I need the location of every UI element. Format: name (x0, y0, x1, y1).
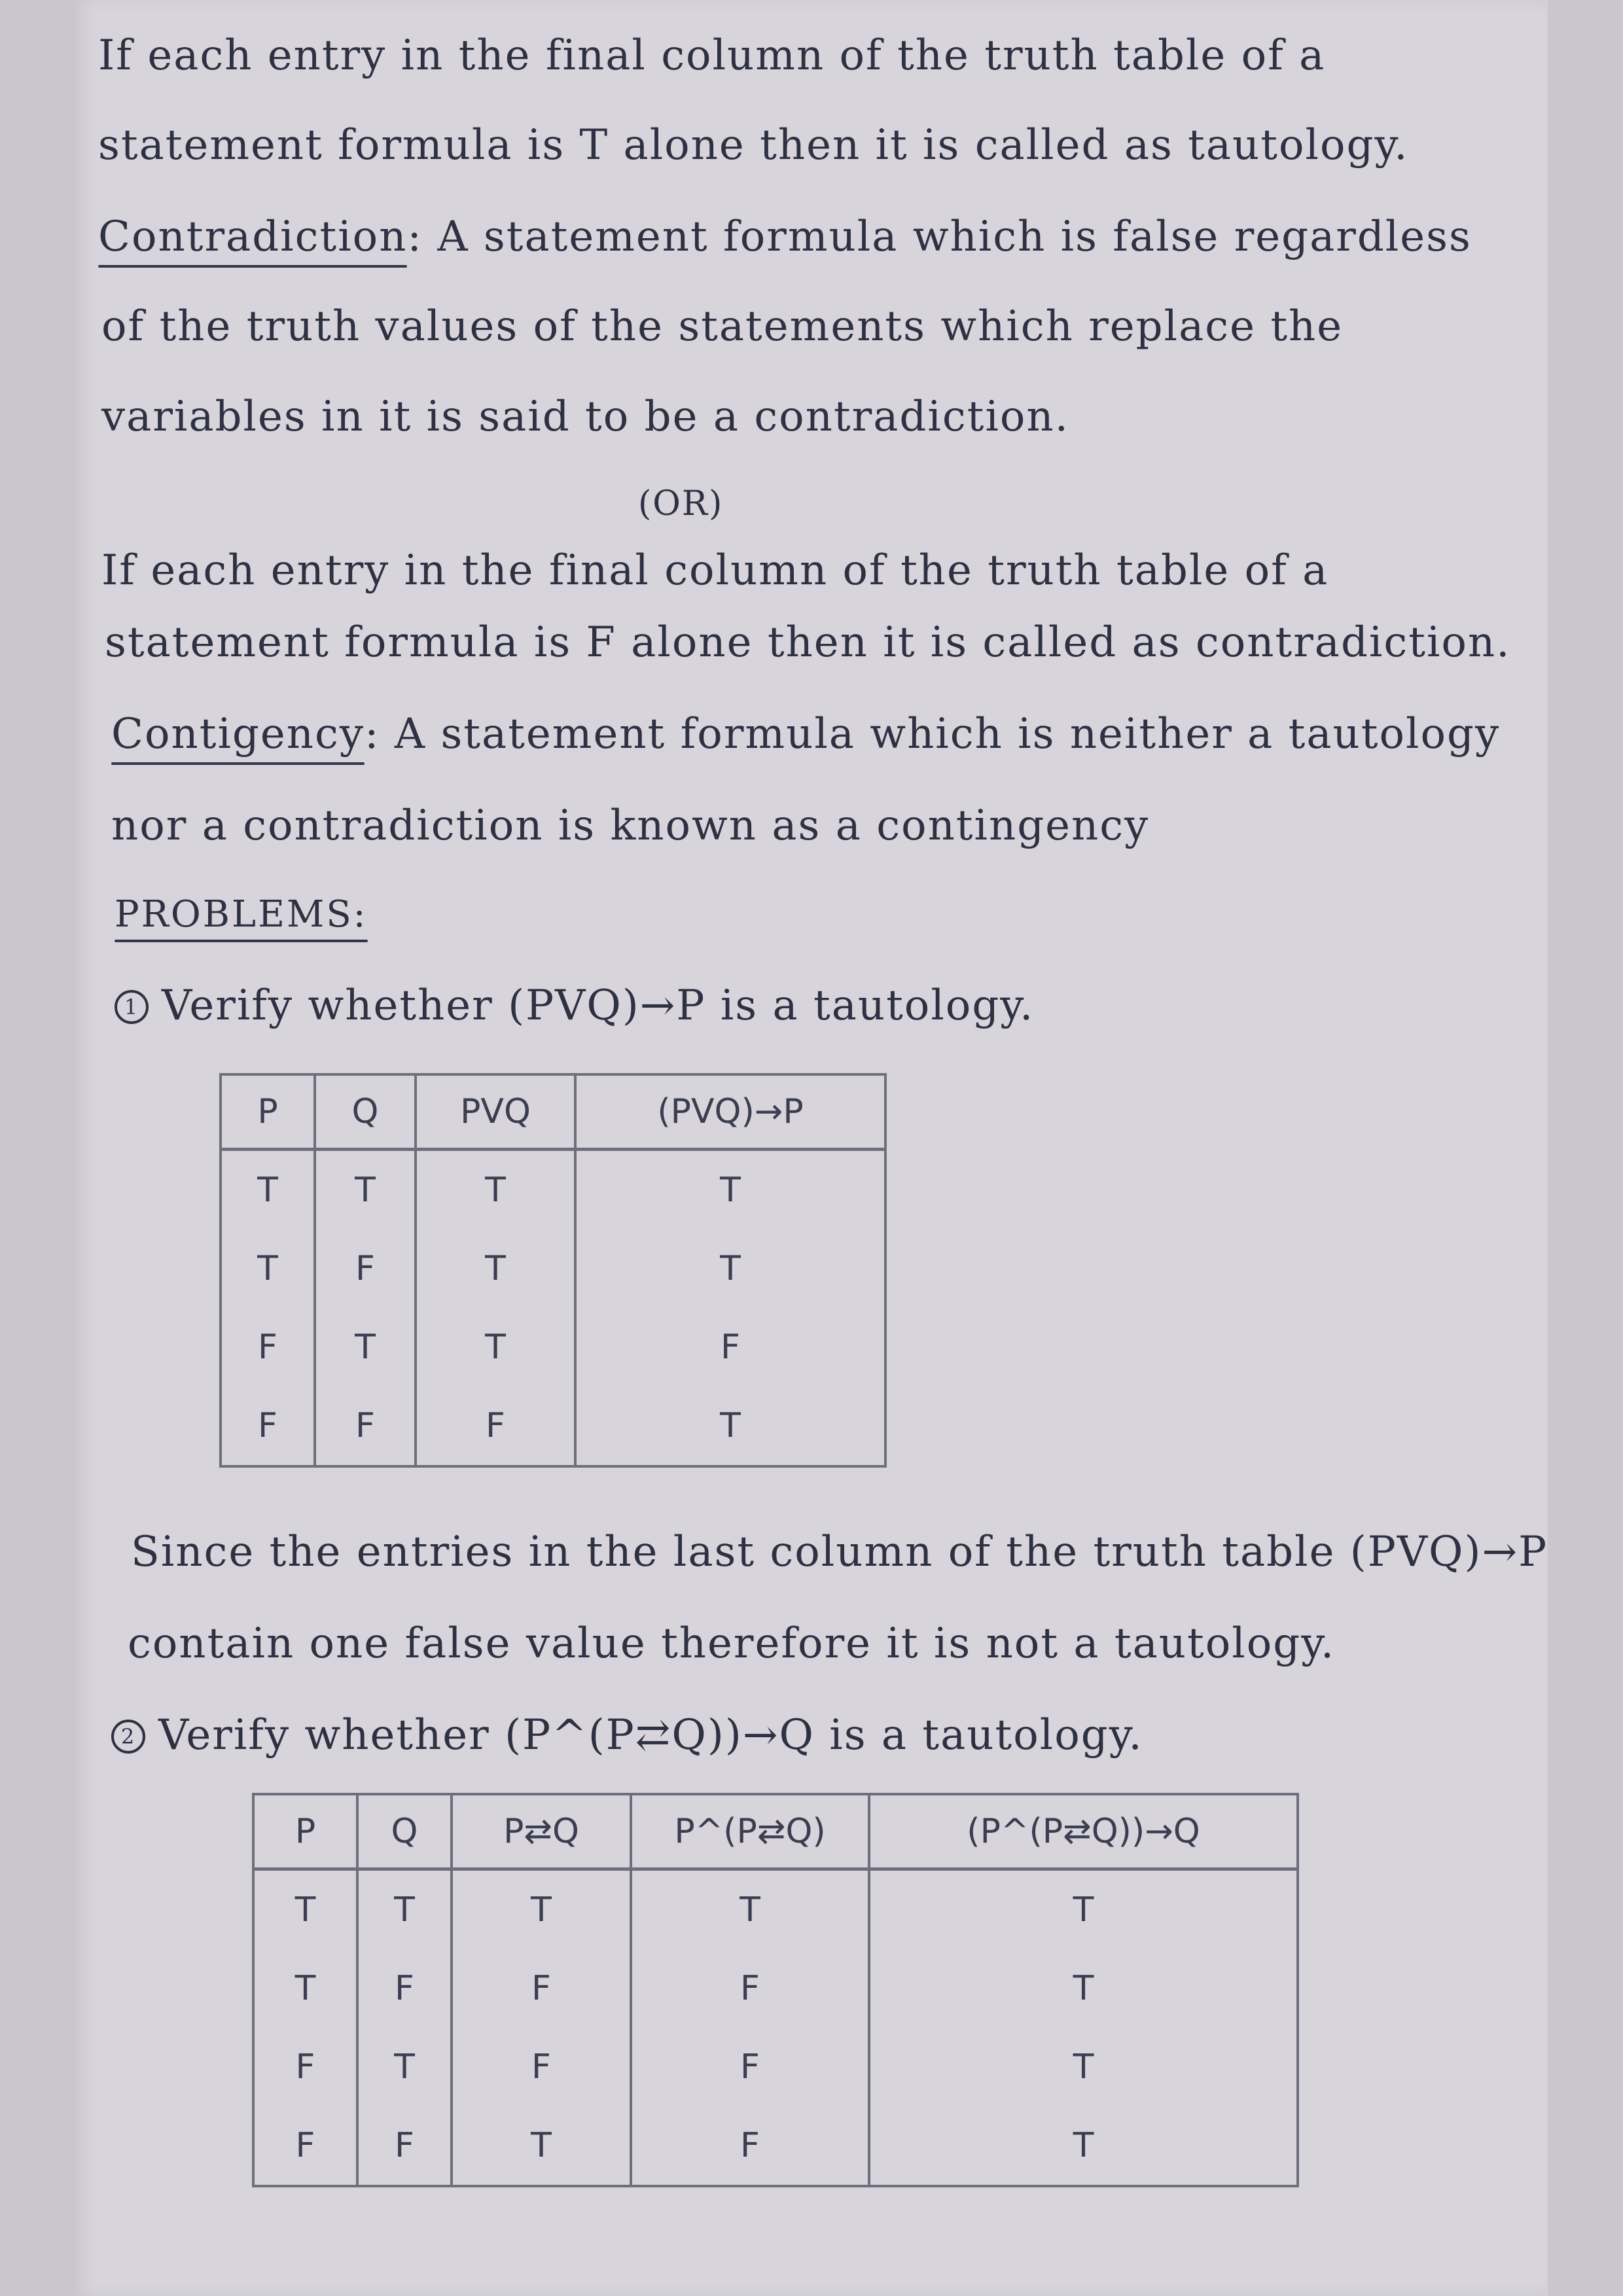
table-cell: T (357, 2028, 452, 2106)
table-row (253, 1869, 1298, 1950)
table-cell: T (575, 1229, 885, 1308)
problem-1-statement (115, 981, 1034, 1030)
contradiction-definition-line-2: of the truth values of the statements which replace the (101, 302, 1344, 351)
table-header-cell: (PVQ)→P (575, 1074, 885, 1150)
problem-1-text: Verify whether (PVQ)→P is a tautology. (162, 981, 1035, 1030)
table-cell: T (357, 1869, 452, 1950)
table-cell: T (221, 1150, 315, 1230)
contradiction-definition-line-1 (98, 213, 1472, 261)
truth-table-1 (219, 1073, 887, 1468)
table-cell: T (416, 1150, 575, 1230)
table-cell: T (575, 1150, 885, 1230)
table-header-cell: P^(P⇄Q) (631, 1794, 869, 1869)
table-cell: F (631, 2028, 869, 2106)
table-row (253, 2106, 1298, 2186)
table-cell: F (575, 1308, 885, 1386)
contingency-definition-line-2: nor a contradiction is known as a contingency (111, 802, 1150, 850)
table-cell: T (221, 1229, 315, 1308)
table-cell: F (253, 2028, 357, 2106)
table-cell: T (869, 2106, 1298, 2186)
table-row (253, 1949, 1298, 2028)
table-cell: F (452, 2028, 631, 2106)
truth-table-2 (252, 1793, 1299, 2187)
table-cell: F (452, 1949, 631, 2028)
tautology-definition-line-2: statement formula is T alone then it is called as tautology. (98, 121, 1409, 169)
table-cell: F (416, 1386, 575, 1466)
table-header-cell: P⇄Q (452, 1794, 631, 1869)
table-cell: F (253, 2106, 357, 2186)
contradiction-alt-line-2: statement formula is F alone then it is called as contradiction. (105, 618, 1511, 667)
contradiction-definition-line-3: variables in it is said to be a contradiction. (101, 393, 1069, 441)
tautology-definition-line-1: If each entry in the final column of the truth table of a (98, 31, 1326, 80)
table-header-cell: PVQ (416, 1074, 575, 1150)
table-cell: T (575, 1386, 885, 1466)
problem-2-text: Verify whether (P^(P⇄Q))→Q is a tautology. (158, 1711, 1143, 1759)
table-row (221, 1229, 885, 1308)
table-row (221, 1150, 885, 1230)
contingency-definition-text: : A statement formula which is neither a tautology (364, 710, 1501, 758)
table-cell: F (221, 1308, 315, 1386)
contradiction-alt-line-1: If each entry in the final column of the truth table of a (101, 546, 1329, 595)
table-cell: T (631, 1869, 869, 1950)
table-cell: T (869, 1949, 1298, 2028)
table-cell: F (357, 2106, 452, 2186)
contradiction-term: Contradiction (98, 213, 408, 261)
table-header-cell: P (253, 1794, 357, 1869)
table-cell: T (452, 2106, 631, 2186)
table-cell: F (631, 2106, 869, 2186)
contradiction-definition-text: : A statement formula which is false regardless (407, 213, 1472, 261)
table-cell: T (869, 1869, 1298, 1950)
problem-2-statement (111, 1711, 1143, 1759)
table-cell: T (452, 1869, 631, 1950)
table-header-cell: (P^(P⇄Q))→Q (869, 1794, 1298, 1869)
contingency-term: Contigency (111, 710, 365, 758)
problems-heading-text: PROBLEMS: (115, 893, 368, 936)
table-cell: T (869, 2028, 1298, 2106)
table-cell: T (253, 1869, 357, 1950)
table-row (221, 1386, 885, 1466)
table-row (253, 2028, 1298, 2106)
truth-table-2-header-row (253, 1794, 1298, 1869)
table-cell: T (416, 1229, 575, 1308)
conclusion-line-2: contain one false value therefore it is not a tautology. (128, 1619, 1336, 1668)
table-header-cell: P (221, 1074, 315, 1150)
table-cell: T (315, 1308, 416, 1386)
table-cell: F (315, 1386, 416, 1466)
table-header-cell: Q (315, 1074, 416, 1150)
table-header-cell: Q (357, 1794, 452, 1869)
problems-heading (115, 893, 368, 936)
problem-2-number: 2 (111, 1720, 145, 1754)
problem-1-number: 1 (115, 990, 149, 1024)
table-row (221, 1308, 885, 1386)
contingency-definition-line-1 (111, 710, 1500, 758)
table-cell: F (221, 1386, 315, 1466)
or-separator: (OR) (638, 484, 724, 523)
conclusion-line-1: Since the entries in the last column of the truth table (PVQ)→P (131, 1528, 1548, 1576)
table-cell: T (315, 1150, 416, 1230)
table-cell: F (357, 1949, 452, 2028)
table-cell: F (315, 1229, 416, 1308)
truth-table-1-header-row (221, 1074, 885, 1150)
table-cell: T (416, 1308, 575, 1386)
table-cell: F (631, 1949, 869, 2028)
table-cell: T (253, 1949, 357, 2028)
